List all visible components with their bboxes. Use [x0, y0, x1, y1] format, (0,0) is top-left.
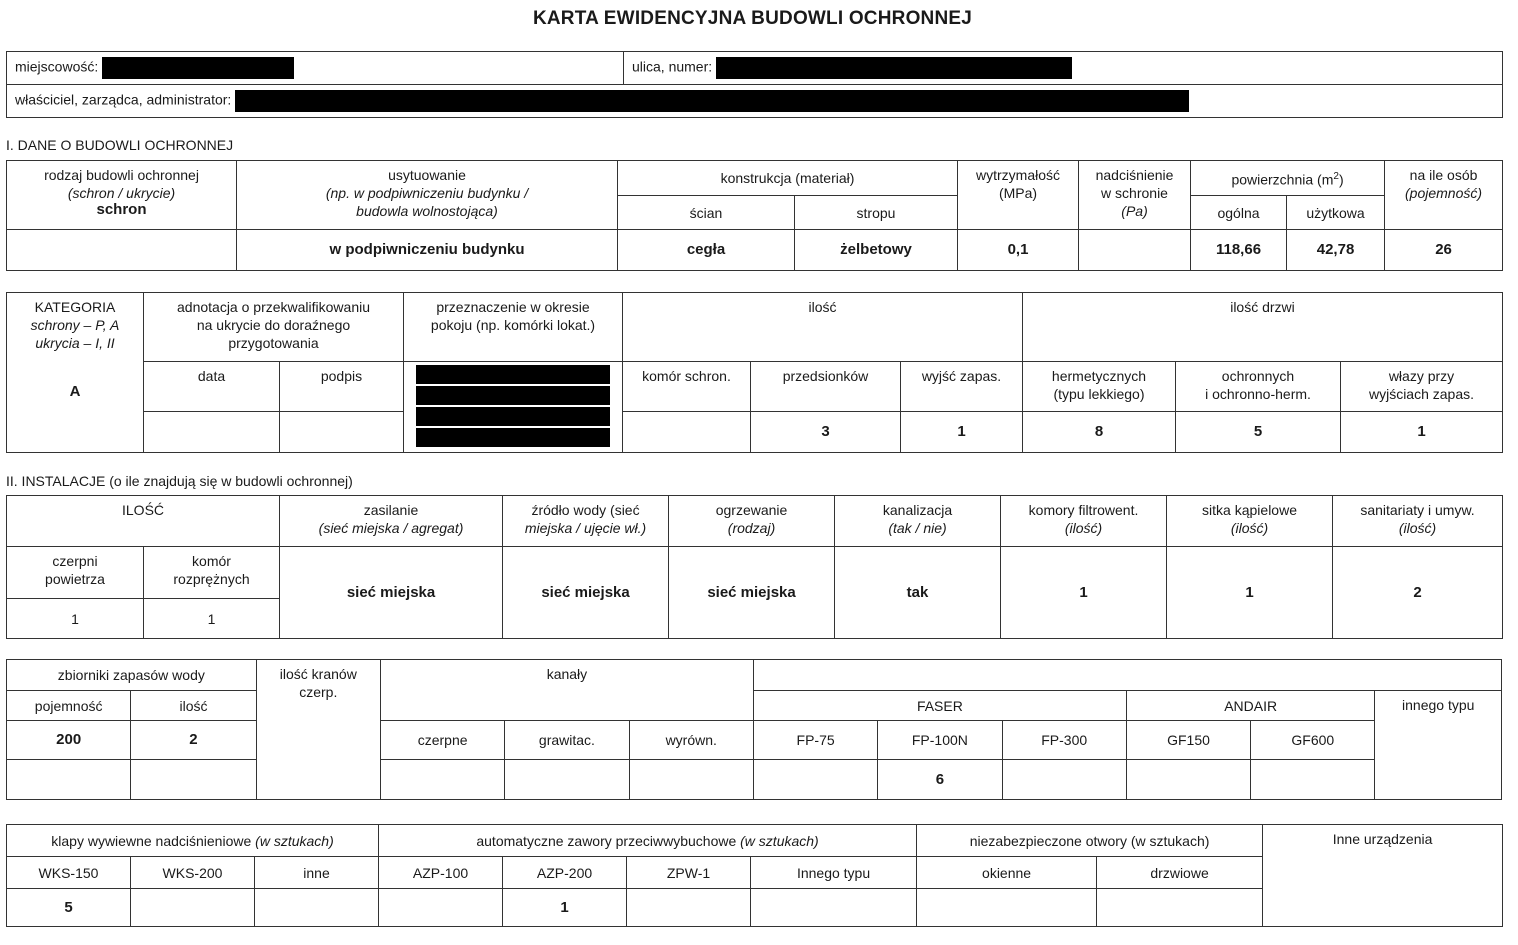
klapy-hint: (w sztukach) — [255, 832, 334, 849]
wlazy-label-2: wyjściach zapas. — [1368, 386, 1475, 402]
nadcisnienie-header — [1079, 161, 1191, 230]
adnotacja-label-2: na ukrycie do doraźnego — [196, 317, 351, 333]
sanitariaty-label: sanitariaty i umyw. — [1360, 502, 1475, 518]
komory-value: 1 — [1001, 547, 1167, 639]
czerpni-label-1: czerpni — [52, 553, 98, 569]
wyjsc-value: 1 — [901, 412, 1023, 453]
kanaly-label: kanały — [380, 660, 753, 721]
miejscowosc-cell — [7, 52, 624, 85]
zawory-hint: (w sztukach) — [740, 832, 819, 849]
ulica-redaction — [716, 57, 1072, 79]
sanitariaty-header — [1333, 496, 1503, 547]
usytuowanie-hint-2: budowla wolnostojąca) — [356, 203, 498, 219]
installations-table — [6, 495, 1503, 639]
czerpni-label-2: powietrza — [45, 571, 105, 587]
rodzaj-value: schron — [96, 201, 147, 218]
data-value — [144, 412, 280, 453]
hermetycznych-label-2: (typu lekkiego) — [1053, 386, 1145, 402]
nadcisnienie-unit: (Pa) — [1121, 203, 1148, 219]
zasilanie-header — [280, 496, 503, 547]
ogrzewanie-label: ogrzewanie — [715, 502, 788, 518]
zrodlo-label: źródło wody (sieć — [531, 502, 640, 518]
zawory-header — [379, 825, 917, 857]
nadcisnienie-label-1: nadciśnienie — [1095, 167, 1174, 183]
sanitariaty-value: 2 — [1333, 547, 1503, 639]
kranow-header — [256, 660, 380, 800]
azp200-value: 1 — [503, 889, 627, 927]
ilosc2-label: ILOŚĆ — [7, 496, 280, 547]
wytrzymalosc-label: wytrzymałość — [976, 167, 1061, 183]
kategoria-value: A — [69, 383, 81, 400]
fp100n-value: 6 — [878, 760, 1002, 800]
ilosc3-value: 2 — [131, 721, 256, 760]
sitka-hint: (ilość) — [1230, 520, 1269, 536]
gf150-label: GF150 — [1126, 721, 1250, 760]
inne-urzadzenia-label: Inne urządzenia — [1263, 825, 1503, 927]
pojemnosc-empty — [7, 760, 131, 800]
klapy-label: klapy wywiewne nadciśnieniowe — [51, 832, 256, 849]
zrodlo-header — [503, 496, 669, 547]
azp100-value — [379, 889, 503, 927]
zpw1-label: ZPW-1 — [627, 857, 751, 889]
ochronnych-header — [1176, 362, 1341, 412]
komory-label: komory filtrowent. — [1028, 502, 1139, 518]
stropu-value: żelbetowy — [795, 230, 958, 271]
komor-rozpreznych-value: 1 — [144, 599, 280, 639]
sanitariaty-hint: (ilość) — [1398, 520, 1437, 536]
przeznaczenie-label-1: przeznaczenie w okresie — [436, 299, 590, 315]
wyrown-label: wyrówn. — [629, 721, 753, 760]
gf600-value — [1251, 760, 1375, 800]
hermetycznych-label-1: hermetycznych — [1051, 368, 1147, 384]
ochronnych-value: 5 — [1176, 412, 1341, 453]
gf600-label: GF600 — [1251, 721, 1375, 760]
azp200-label: AZP-200 — [503, 857, 627, 889]
osob-label: na ile osób — [1409, 167, 1478, 183]
kanalizacja-hint: (tak / nie) — [888, 520, 947, 536]
przeznaczenie-redaction-4 — [416, 428, 610, 447]
ochronnych-label-2: i ochronno-herm. — [1205, 386, 1311, 402]
fp75-value — [753, 760, 877, 800]
kranow-label-1: ilość kranów — [279, 666, 357, 682]
ogolna-value: 118,66 — [1191, 230, 1287, 271]
komor-rozpreznych-label-1: komór — [192, 553, 231, 569]
ogolna-label: ogólna — [1191, 196, 1287, 230]
osob-value: 26 — [1385, 230, 1503, 271]
wlazy-header — [1341, 362, 1503, 412]
page-title: KARTA EWIDENCYJNA BUDOWLI OCHRONNEJ — [532, 8, 973, 29]
uzytkowa-value: 42,78 — [1287, 230, 1385, 271]
kanalizacja-header — [835, 496, 1001, 547]
zrodlo-value: sieć miejska — [503, 547, 669, 639]
komor-value — [623, 412, 751, 453]
powierzchnia-header — [1191, 161, 1385, 196]
przedsionkow-label: przedsionków — [751, 362, 901, 412]
wks150-value: 5 — [7, 889, 131, 927]
czerpni-value: 1 — [7, 599, 144, 639]
sitka-label: sitka kąpielowe — [1202, 502, 1297, 518]
miejscowosc-redaction — [102, 57, 294, 79]
scian-value: cegła — [618, 230, 795, 271]
okienne-label: okienne — [917, 857, 1097, 889]
komory-header — [1001, 496, 1167, 547]
wks200-value — [131, 889, 255, 927]
kategoria-hint-2: ukrycia – I, II — [35, 335, 115, 351]
przeznaczenie-redaction-2 — [416, 386, 610, 405]
otwory-label: niezabezpieczone otwory (w sztukach) — [917, 825, 1263, 857]
komor-label: komór schron. — [623, 362, 751, 412]
przeznaczenie-label-2: pokoju (np. komórki lokat.) — [430, 317, 596, 333]
ogrzewanie-hint: (rodzaj) — [727, 520, 776, 536]
kategoria-cell — [7, 293, 144, 453]
data-label: data — [144, 362, 280, 412]
wlasciciel-label: właściciel, zarządca, administrator: — [15, 91, 232, 108]
kanalizacja-label: kanalizacja — [882, 502, 953, 518]
grawitac-label: grawitac. — [505, 721, 629, 760]
innego-label: innego typu — [1375, 691, 1502, 800]
podpis-label: podpis — [280, 362, 404, 412]
przeznaczenie-redaction-3 — [416, 407, 610, 426]
rodzaj-label: rodzaj budowli ochronnej — [44, 167, 199, 183]
adnotacja-header — [144, 293, 404, 362]
klapy-header — [7, 825, 379, 857]
powierzchnia-label: powierzchnia (m — [1231, 171, 1334, 188]
rodzaj-hint: (schron / ukrycie) — [67, 185, 176, 201]
kranow-label-2: czerp. — [299, 684, 338, 700]
gf150-value — [1126, 760, 1250, 800]
hermetycznych-header — [1023, 362, 1176, 412]
category-table — [6, 292, 1503, 453]
rodzaj-header — [7, 161, 237, 230]
kategoria-label: KATEGORIA — [34, 299, 116, 315]
czerpne-label: czerpne — [380, 721, 504, 760]
stropu-label: stropu — [795, 196, 958, 230]
uzytkowa-label: użytkowa — [1287, 196, 1385, 230]
pojemnosc-value: 200 — [7, 721, 131, 760]
zpw1-value — [627, 889, 751, 927]
powierzchnia-close: ) — [1338, 171, 1344, 188]
andair-label: ANDAIR — [1126, 691, 1375, 721]
usytuowanie-value: w podpiwniczeniu budynku — [237, 230, 618, 271]
drzwiowe-value — [1097, 889, 1263, 927]
adnotacja-label-1: adnotacja o przekwalifikowaniu — [177, 299, 370, 315]
water-ducts-table — [6, 659, 1502, 800]
wytrzymalosc-unit: (MPa) — [998, 185, 1038, 201]
powierzchnia-sup: 2 — [1333, 170, 1339, 182]
fp300-label: FP-300 — [1002, 721, 1126, 760]
valves-table — [6, 824, 1503, 927]
ochronnych-label-1: ochronnych — [1221, 368, 1295, 384]
usytuowanie-header — [237, 161, 618, 230]
zasilanie-value: sieć miejska — [280, 547, 503, 639]
zbiorniki-label: zbiorniki zapasów wody — [7, 660, 257, 691]
ulica-label: ulica, numer: — [632, 58, 713, 75]
section2-title: II. INSTALACJE (o ile znajdują się w budowli ochronnej) — [6, 473, 353, 489]
ilosc3-empty — [131, 760, 256, 800]
przeznaczenie-value-cell — [404, 362, 623, 453]
filters-blank-header — [753, 660, 1501, 691]
wks200-label: WKS-200 — [131, 857, 255, 889]
komor-rozpreznych-header — [144, 547, 280, 599]
sitka-header — [1167, 496, 1333, 547]
sitka-value: 1 — [1167, 547, 1333, 639]
zasilanie-hint: (sieć miejska / agregat) — [318, 520, 464, 536]
przeznaczenie-header — [404, 293, 623, 362]
ogrzewanie-header — [669, 496, 835, 547]
usytuowanie-hint-1: (np. w podpiwniczeniu budynku / — [325, 185, 529, 201]
zrodlo-hint: miejska / ujęcie wł.) — [524, 520, 647, 536]
fp100n-label: FP-100N — [878, 721, 1002, 760]
wlasciciel-redaction — [235, 90, 1189, 112]
czerpne-value — [380, 760, 504, 800]
azp100-label: AZP-100 — [379, 857, 503, 889]
okienne-value — [917, 889, 1097, 927]
przedsionkow-value: 3 — [751, 412, 901, 453]
przeznaczenie-redaction-1 — [416, 365, 610, 384]
wytrzymalosc-header — [958, 161, 1079, 230]
building-data-table — [6, 160, 1503, 271]
komor-rozpreznych-label-2: rozprężnych — [173, 571, 250, 587]
wyjsc-label: wyjść zapas. — [901, 362, 1023, 412]
section1-title: I. DANE O BUDOWLI OCHRONNEJ — [6, 137, 234, 153]
innego-typu-label: Innego typu — [751, 857, 917, 889]
czerpni-header — [7, 547, 144, 599]
address-table — [6, 51, 1503, 118]
ogrzewanie-value: sieć miejska — [669, 547, 835, 639]
fp75-label: FP-75 — [753, 721, 877, 760]
faser-label: FASER — [753, 691, 1126, 721]
nadcisnienie-label-2: w schronie — [1101, 185, 1168, 201]
fp300-value — [1002, 760, 1126, 800]
hermetycznych-value: 8 — [1023, 412, 1176, 453]
wlazy-label-1: włazy przy — [1388, 368, 1455, 384]
ulica-cell — [624, 52, 1503, 85]
wks150-label: WKS-150 — [7, 857, 131, 889]
drzwiowe-label: drzwiowe — [1097, 857, 1263, 889]
komory-hint: (ilość) — [1064, 520, 1103, 536]
osob-header — [1385, 161, 1503, 230]
ilosc-label: ilość — [623, 293, 1023, 362]
adnotacja-label-3: przygotowania — [228, 335, 319, 351]
inne-label: inne — [255, 857, 379, 889]
osob-hint: (pojemność) — [1405, 185, 1483, 201]
wlasciciel-cell — [7, 85, 1503, 118]
innego-typu-value — [751, 889, 917, 927]
ilosc3-label: ilość — [131, 691, 256, 721]
wytrzymalosc-value: 0,1 — [958, 230, 1079, 271]
kanalizacja-value: tak — [835, 547, 1001, 639]
scian-label: ścian — [618, 196, 795, 230]
wyrown-value — [629, 760, 753, 800]
zawory-label: automatyczne zawory przeciwwybuchowe — [476, 832, 741, 849]
drzwi-label: ilość drzwi — [1023, 293, 1503, 362]
inne-value — [255, 889, 379, 927]
pojemnosc-label: pojemność — [7, 691, 131, 721]
konstrukcja-label: konstrukcja (materiał) — [618, 161, 958, 196]
zasilanie-label: zasilanie — [363, 502, 419, 518]
podpis-value — [280, 412, 404, 453]
miejscowosc-label: miejscowość: — [15, 58, 99, 75]
usytuowanie-label: usytuowanie — [388, 167, 466, 183]
kategoria-hint-1: schrony – P, A — [30, 317, 120, 333]
rodzaj-value-cell — [7, 201, 237, 271]
grawitac-value — [505, 760, 629, 800]
nadcisnienie-value — [1079, 230, 1191, 271]
wlazy-value: 1 — [1341, 412, 1503, 453]
